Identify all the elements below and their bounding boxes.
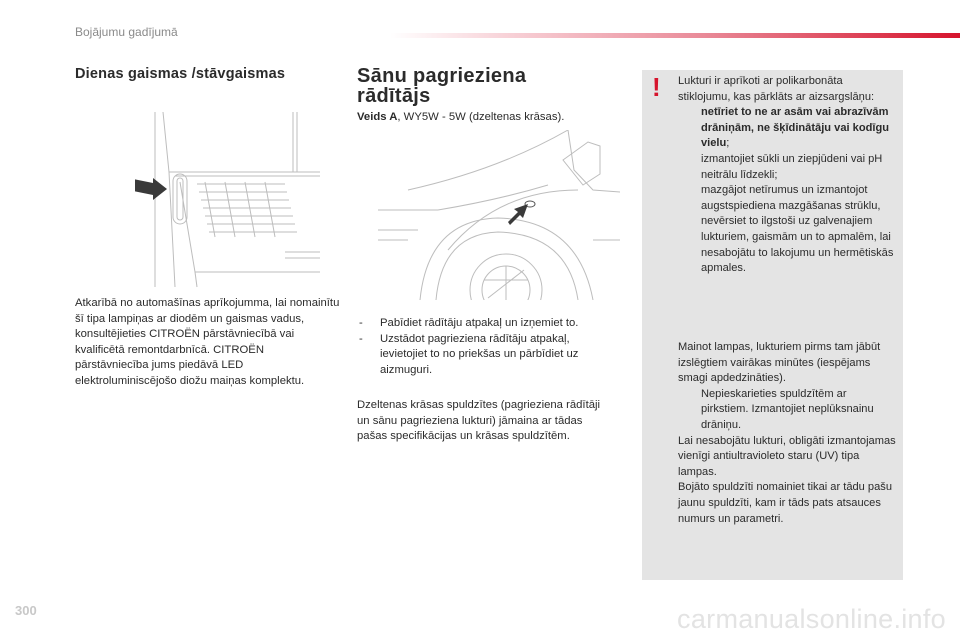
section-title: Bojājumu gadījumā (75, 25, 178, 39)
note-bullet-text: izmantojiet sūkli un ziepjūdeni vai pH neitrālu līdzekli; (701, 152, 883, 181)
page-number: 300 (15, 603, 37, 618)
middle-heading-line2: rādītājs (357, 85, 431, 107)
header-accent-bar (390, 33, 960, 38)
bulb-type-text: , WY5W - 5W (dzeltenas krāsas). (397, 111, 565, 123)
middle-heading (357, 66, 622, 106)
note-paragraph: Mainot lampas, lukturiem pirms tam jābūt izslēgtiem vairākas minūtes (iespējams smagi apdedzināties). (678, 341, 881, 385)
note-bullet (678, 183, 896, 277)
left-paragraph: Atkarībā no automašīnas aprīkojumma, lai nomainītu šī tipa lampiņas ar diodēm un gaismas vadus, konsultējieties CITROËN pārstāvniecībā vai kvalificētā remontdarbnīcā. CITROËN pārstāvniecība jums piedāvā LED elektroluminiscējošo diožu maiņas komplektu. (75, 297, 340, 387)
step-text: Uzstādot pagrieziena rādītāju atpakaļ, ievietojiet to no priekšas un pārbīdiet uz aizmuguri. (380, 332, 579, 376)
note-intro: Lukturi ir aprīkoti ar polikarbonāta stiklojumu, kas pārklāts ar aizsargslāņu: (678, 75, 875, 103)
note-paragraph: Lai nesabojātu lukturi, obligāti izmantojamas vienīgi antiultravioleto staru (UV) tipa lampas. (678, 434, 896, 478)
left-column (75, 66, 335, 82)
warning-exclamation-icon: ! (652, 72, 661, 102)
side-indicator-illustration (378, 130, 620, 300)
note-paragraph: Bojāto spuldzīti nomainiet tikai ar tādu pašu jaunu spuldzīti, kam ir tāds pats atsauces numurs un parametri. (678, 481, 892, 525)
left-heading: Dienas gaismas /stāvgaismas (75, 66, 286, 82)
step-dash: - (359, 332, 363, 345)
note-bullet-text: Nepieskarieties spuldzītēm ar pirkstiem. Izmantojiet neplūksnainu drāniņu. (701, 387, 874, 431)
note-bullet-end: ; (726, 137, 730, 150)
middle-paragraph: Dzeltenas krāsas spuldzītes (pagrieziena rādītāji un sānu pagrieziena lukturi) jāmaina ar tādas pašas specifikācijas un krāsas spuldzītēm. (357, 399, 601, 443)
watermark-text: carmanualsonline.info (677, 604, 946, 634)
bulb-type-line (357, 111, 564, 123)
step-dash: - (359, 317, 363, 329)
note-bullet-bold: netīriet to ne ar asām vai abrazīvām drāniņām, ne šķīdinātāju vai kodīgu vielu (701, 106, 890, 150)
daytime-lamp-illustration (135, 112, 325, 292)
note-block-2 (678, 340, 896, 527)
step-item (357, 316, 617, 332)
middle-column (357, 66, 622, 106)
bulb-type-label: Veids A (357, 111, 398, 123)
middle-heading-line1: Sānu pagrieziena (357, 65, 527, 87)
note-bullet (678, 152, 896, 183)
note-block-1 (678, 74, 896, 277)
note-bullet (678, 105, 896, 152)
note-bullet-text: mazgājot netīrumus un izmantojot augstspiediena mazgāšanas strūklu, nevērsiet to ilgstoši uz galvenajiem lukturiem, gaismām un to apmalēm, lai nesabojātu to lakojumu un hermētiskās apmales. (701, 184, 894, 275)
steps-list (357, 316, 617, 378)
step-text: Pabīdiet rādītāju atpakaļ un izņemiet to. (380, 317, 579, 329)
step-item (357, 332, 617, 379)
note-bullet (678, 387, 896, 434)
